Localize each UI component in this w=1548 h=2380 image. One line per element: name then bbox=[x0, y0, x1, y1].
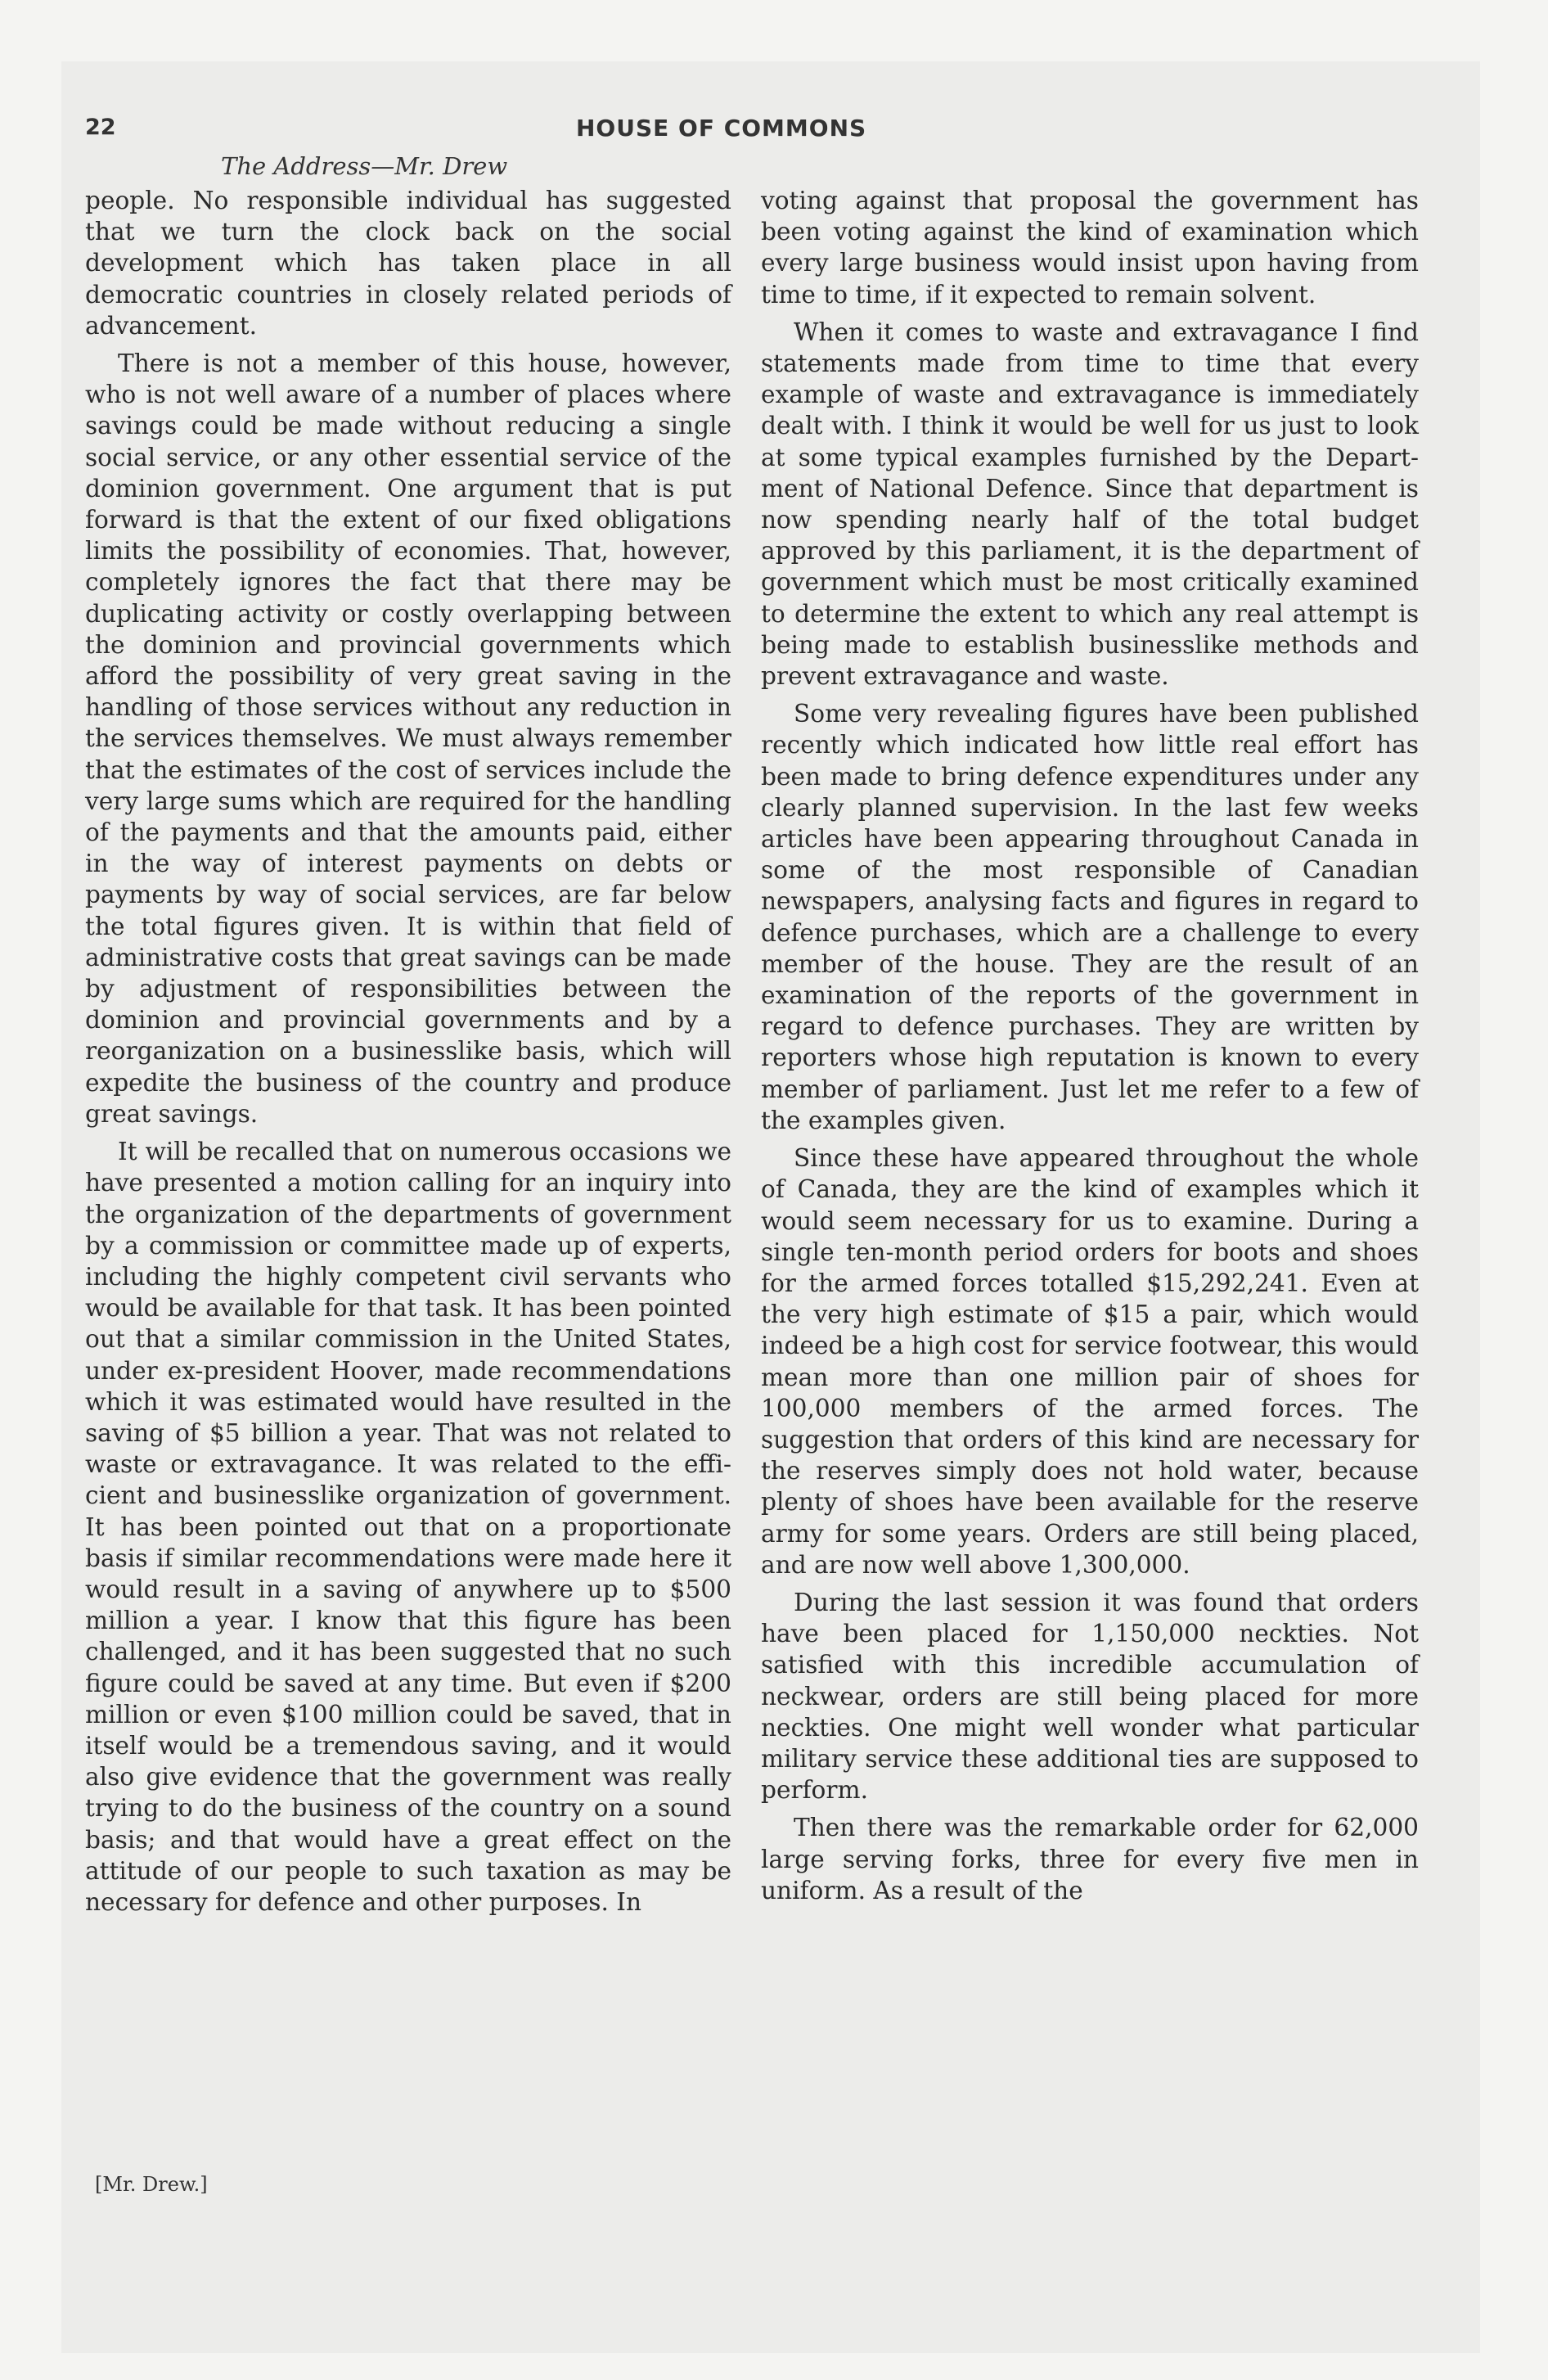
speaker-footer: [Mr. Drew.] bbox=[95, 2173, 208, 2196]
right-column bbox=[761, 185, 1419, 1913]
page-number: 22 bbox=[85, 115, 116, 140]
paragraph: Then there was the remarkable order for 62,000 large serving forks, three for every five men in uniform. As a result of the bbox=[761, 1814, 1419, 1904]
section-subhead: The Address—Mr. Drew bbox=[221, 152, 508, 180]
paragraph: Since these have appeared throughout the whole of Canada, they are the kind of examples which it would seem necessary for us to examine. During a single ten-month period orders for boots and shoes for the armed forces totalled $15,292,241. Even at the very high estimate of $15 a pair, which would indeed be a high cost for service footwear, this would mean more than one million pair of shoes for 100,000 members of the armed forces. The suggestion that orders of this kind are necessary for the reserves simply does not hold water, because plenty of shoes have been available for the reserve army for some years. Orders are still being placed, and are now well above 1,300,000. bbox=[761, 1144, 1419, 1579]
paragraph: There is not a member of this house, however, who is not well aware of a number of places where savings could be made without reducing a single social service, or any other essential service of the dominion government. One argument that is put forward is that the extent of our fixed obligations limits the possibility of economies. That, however, completely ignores the fact that there may be duplicating activity or costly overlapping between the dominion and provincial governments which afford the possibility of very great saving in the handling of those services without any reduction in the services themselves. We must always remember that the estimates of the cost of services include the very large sums which are required for the handling of the payments and that the amounts paid, either in the way of interest payments on debts or payments by way of social services, are far below the total figures given. It is within that field of administrative costs that great savings can be made by adjustment of responsibilities between the dominion and provincial governments and by a reorganization on a businesslike basis, which will expedite the business of the country and produce great savings. bbox=[85, 349, 731, 1128]
paragraph: During the last session it was found that orders have been placed for 1,150,000 neckties. Not satisfied with this incredible accumulation of neckwear, orders are still being placed for more neckties. One might well wonder what particular military service these additional ties are supposed to perform. bbox=[761, 1588, 1419, 1805]
paragraph: voting against that proposal the government has been voting against the kind of examination which every large business would insist upon having from time to time, if it expected to remain solvent. bbox=[761, 187, 1419, 309]
running-title: HOUSE OF COMMONS bbox=[576, 115, 867, 142]
left-column bbox=[85, 185, 731, 1924]
paragraph: Some very revealing figures have been published recently which indicated how little real effort has been made to bring defence expenditures under any clearly planned supervision. In the last few weeks articles have been appearing throughout Canada in some of the most responsible of Canadian newspapers, analysing facts and figures in regard to defence purchases, which are a challenge to every member of the house. They are the result of an examination of the reports of the government in regard to defence purchases. They are written by reporters whose high reputation is known to every member of parliament. Just let me refer to a few of the examples given. bbox=[761, 700, 1419, 1134]
paragraph: people. No responsible individual has suggested that we turn the clock back on the social development which has taken place in all democratic countries in closely related periods of advancement. bbox=[85, 187, 731, 340]
paragraph: When it comes to waste and extravagance I find statements made from time to time that every example of waste and extravagance is immediately dealt with. I think it would be well for us just to look at some typical examples furnished by the Department of National Defence. Since that department is now spending nearly half of the total budget approved by this parliament, it is the department of government which must be most critically examined to determine the extent to which any real attempt is being made to establish businesslike methods and prevent extravagance and waste. bbox=[761, 318, 1419, 691]
paragraph: It will be recalled that on numerous occasions we have presented a motion calling for an inquiry into the organization of the departments of government by a commission or committee made up of experts, including the highly competent civil servants who would be available for that task. It has been pointed out that a similar commission in the United States, under ex-president Hoover, made recommendations which it was estimated would have resulted in the saving of $5 billion a year. That was not related to waste or extravagance. It was related to the efficient and businesslike organization of government. It has been pointed out that on a proportionate basis if similar recommendations were made here it would result in a saving of anywhere up to $500 million a year. I know that this figure has been challenged, and it has been suggested that no such figure could be saved at any time. But even if $200 million or even $100 million could be saved, that in itself would be a tremendous saving, and it would also give evidence that the government was really trying to do the business of the country on a sound basis; and that would have a great effect on the attitude of our people to such taxation as may be necessary for defence and other purposes. In bbox=[85, 1138, 731, 1916]
page-header bbox=[85, 115, 1422, 147]
